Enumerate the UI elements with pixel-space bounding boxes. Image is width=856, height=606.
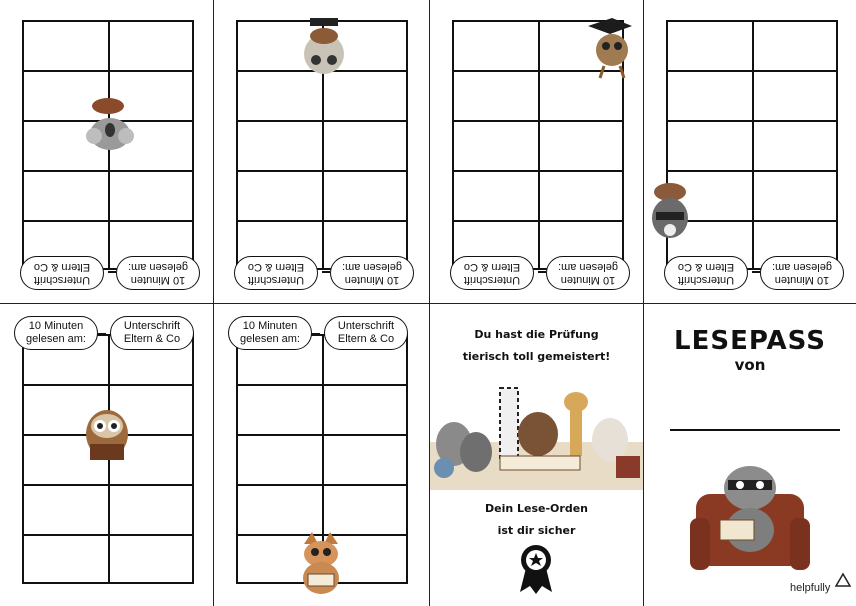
top-panel-4 [644, 0, 856, 303]
date-label-pill: 10 Minuten gelesen am: [760, 256, 844, 290]
page-subtitle: von [734, 356, 766, 374]
raccoon-in-armchair-icon [690, 458, 810, 576]
certificate-line-3: Dein Lese-Orden [484, 502, 588, 515]
date-label-pill: 10 Minuten gelesen am: [330, 256, 414, 290]
signature-label-pill: Unterschrift Eltern & Co [20, 256, 104, 290]
koala-icon [84, 94, 136, 154]
signature-label-pill: Unterschrift Eltern & Co [324, 316, 408, 350]
owl-with-book-icon [82, 404, 132, 466]
animal-group-reading-image [430, 382, 643, 490]
top-panel-2 [214, 0, 429, 303]
date-label-pill: 10 Minuten gelesen am: [546, 256, 630, 290]
top-panel-3 [430, 0, 643, 303]
bottom-panel-1 [0, 304, 213, 606]
cover-panel [644, 304, 856, 606]
owl-icon [296, 14, 352, 76]
signature-label-pill: Unterschrift Eltern & Co [664, 256, 748, 290]
name-line [670, 429, 840, 431]
raccoon-icon [648, 180, 694, 242]
certificate-line-4: ist dir sicher [497, 524, 576, 537]
certificate-panel [430, 304, 643, 606]
helpfully-logo-icon [834, 572, 852, 590]
certificate-line-2: tierisch toll gemeistert! [462, 350, 611, 363]
signature-label-pill: Unterschrift Eltern & Co [450, 256, 534, 290]
bottom-panel-2 [214, 304, 429, 606]
fox-reading-icon [296, 530, 346, 596]
owl-graduate-icon [582, 14, 636, 80]
medal-icon [518, 544, 554, 594]
brand-logo: helpfully [790, 582, 831, 594]
signature-label-pill: Unterschrift Eltern & Co [234, 256, 318, 290]
date-label-pill: 10 Minuten gelesen am: [116, 256, 200, 290]
certificate-line-1: Du hast die Prüfung [474, 328, 599, 341]
date-label-pill: 10 Minuten gelesen am: [228, 316, 312, 350]
signature-label-pill: Unterschrift Eltern & Co [110, 316, 194, 350]
page-title: LESEPASS [674, 326, 826, 356]
date-label-pill: 10 Minuten gelesen am: [14, 316, 98, 350]
top-panel-1 [0, 0, 213, 303]
